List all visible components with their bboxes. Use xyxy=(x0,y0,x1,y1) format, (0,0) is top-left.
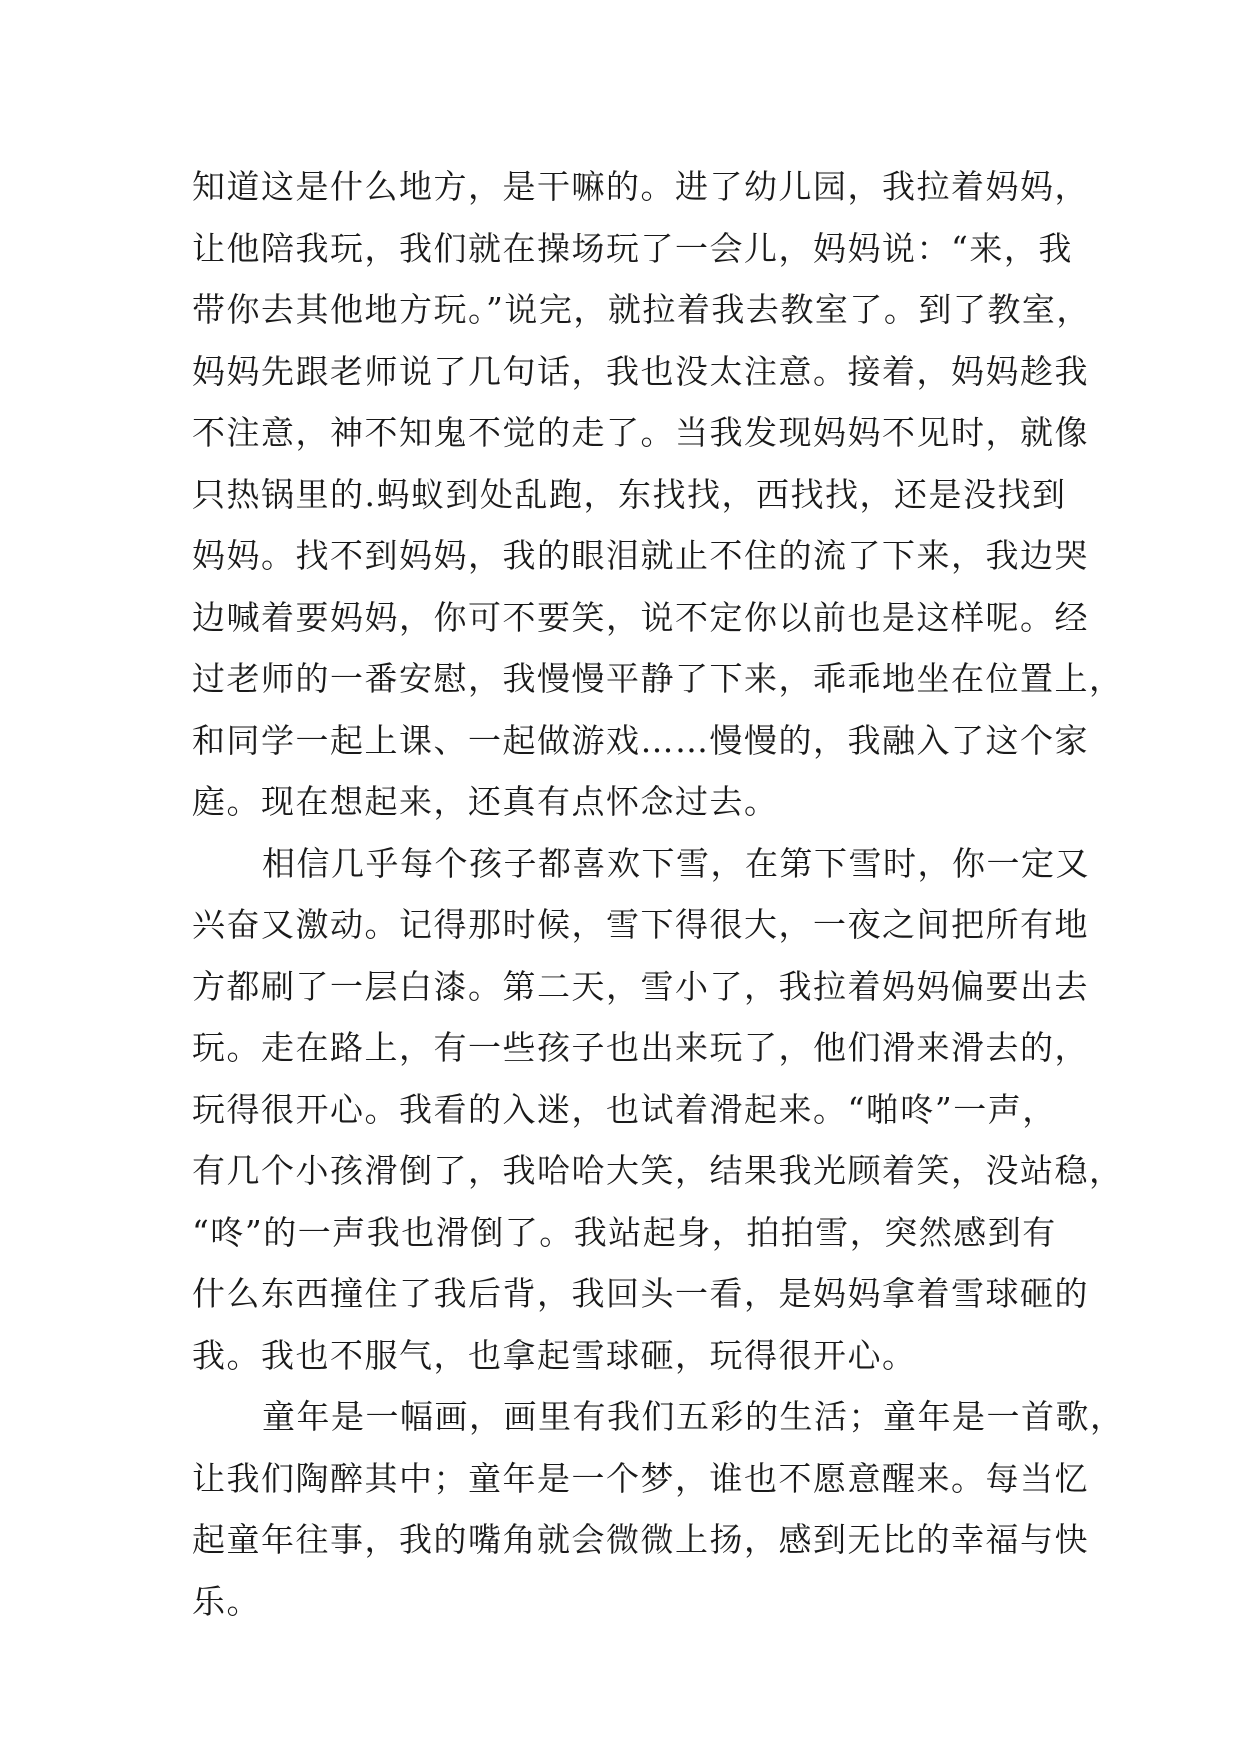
paragraph-line: 有几个小孩滑倒了，我哈哈大笑，结果我光顾着笑，没站稳， xyxy=(192,1151,1124,1190)
paragraph-line: 起童年往事，我的嘴角就会微微上扬，感到无比的幸福与快 xyxy=(192,1520,1089,1559)
paragraph-line: 带你去其他地方玩。”说完，就拉着我去教室了。到了教室， xyxy=(192,290,1091,329)
paragraph-line: “咚”的一声我也滑倒了。我站起身，拍拍雪，突然感到有 xyxy=(192,1212,1057,1252)
paragraph-line: 方都刷了一层白漆。第二天，雪小了，我拉着妈妈偏要出去 xyxy=(192,966,1089,1006)
paragraph-2 xyxy=(192,833,1124,1387)
paragraph-line: 兴奋又激动。记得那时候，雪下得很大，一夜之间把所有地 xyxy=(192,905,1089,944)
paragraph-line: 过老师的一番安慰，我慢慢平静了下来，乖乖地坐在位置上， xyxy=(192,659,1124,698)
paragraph-line: 和同学一起上课、一起做游戏……慢慢的，我融入了这个家 xyxy=(192,720,1089,760)
paragraph-line: 边喊着要妈妈，你可不要笑，说不定你以前也是这样呢。经 xyxy=(192,597,1089,637)
paragraph-line: 不注意，神不知鬼不觉的走了。当我发现妈妈不见时，就像 xyxy=(192,413,1089,452)
paragraph-line: 我。我也不服气，也拿起雪球砸，玩得很开心。 xyxy=(192,1335,917,1375)
paragraph-line: 妈妈先跟老师说了几句话，我也没太注意。接着，妈妈趁我 xyxy=(192,351,1089,391)
paragraph-line: 玩。走在路上，有一些孩子也出来玩了，他们滑来滑去的， xyxy=(192,1028,1089,1067)
paragraph-line: 什么东西撞住了我后背，我回头一看，是妈妈拿着雪球砸的 xyxy=(192,1274,1089,1313)
paragraph-3 xyxy=(192,1386,1125,1632)
paragraph-line: 庭。现在想起来，还真有点怀念过去。 xyxy=(192,782,779,821)
paragraph-line: 让我们陶醉其中；童年是一个梦，谁也不愿意醒来。每当忆 xyxy=(192,1458,1089,1498)
essay-body xyxy=(192,156,1125,1632)
paragraph-line: 知道这是什么地方，是干嘛的。进了幼儿园，我拉着妈妈， xyxy=(192,167,1089,206)
paragraph-line: 只热锅里的.蚂蚁到处乱跑，东找找，西找找，还是没找到 xyxy=(192,474,1067,514)
paragraph-line: 相信几乎每个孩子都喜欢下雪，在第下雪时，你一定又 xyxy=(262,843,1090,883)
paragraph-line: 童年是一幅画，画里有我们五彩的生活；童年是一首歌， xyxy=(262,1397,1125,1436)
paragraph-line: 妈妈。找不到妈妈，我的眼泪就止不住的流了下来，我边哭 xyxy=(192,536,1089,575)
paragraph-line: 乐。 xyxy=(192,1581,261,1621)
paragraph-line: 玩得很开心。我看的入迷，也试着滑起来。“啪咚”一声， xyxy=(192,1089,1057,1129)
paragraph-line: 让他陪我玩，我们就在操场玩了一会儿，妈妈说：“来，我 xyxy=(192,228,1073,268)
paragraph-1 xyxy=(192,156,1124,833)
